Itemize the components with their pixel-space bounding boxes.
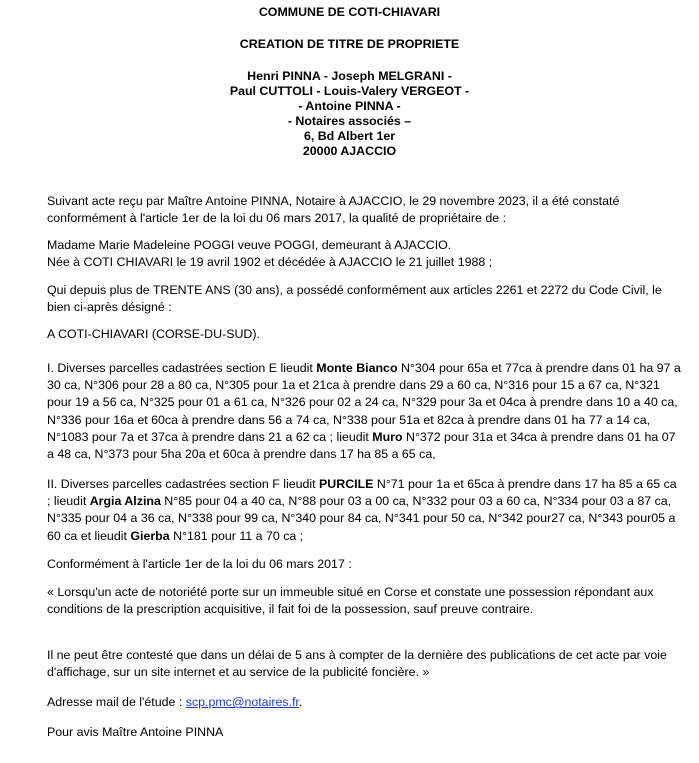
- lieudit-purcile: PURCILE: [319, 477, 374, 491]
- lieudit-argia-alzina: Argia Alzina: [89, 494, 161, 509]
- owner-birth-death: Née à COTI CHIAVARI le 19 avril 1902 et décédée à AJACCIO le 21 juillet 1988 ;: [47, 255, 493, 270]
- notaries-line-3: - Antoine PINNA -: [298, 99, 401, 113]
- email-end: .: [298, 695, 303, 709]
- address-line-1: 6, Bd Albert 1er: [303, 129, 396, 143]
- possession-paragraph: Qui depuis plus de TRENTE ANS (30 ans), a possédé conformément aux articles 2261 et 2272 du Code Civil, le bien ci-après désigné :: [47, 283, 662, 315]
- notaries-line-1: Henri PINNA - Joseph MELGRANI -: [247, 69, 452, 83]
- email-label: Adresse mail de l'étude :: [47, 695, 186, 709]
- law-quote-1: « Lorsqu'un acte de notoriété porte sur un immeuble situé en Corse et constate une possession répondant aux conditions de la prescription acquisitive, il fait foi de la possession, sauf preuve contraire.: [47, 585, 654, 617]
- parcels-section-f: [47, 476, 683, 545]
- deed-paragraph: Suivant acte reçu par Maître Antoine PINNA, Notaire à AJACCIO, le 29 novembre 2023, il a été constaté conformément à l'article 1er de la loi du 06 mars 2017, la qualité de propriétaire de :: [47, 194, 620, 226]
- section-f-text-3: N°85 pour 04 a 40 ca, N°88 pour 03 a 00 ca, N°332 pour 03 a 60 ca, N°334 pour 03 a 87 ca, N°335 pour 04 a 36 ca, N°338 pour 99 ca, N°340 pour 84 ca, N°341 pour 50 ca, N°342 pour27 ca, N°343 pour05 a 60 ca et lieudit: [47, 494, 676, 543]
- parcels-section-e: [47, 360, 683, 463]
- law-quote-2: Il ne peut être contesté que dans un délai de 5 ans à compter de la dernière des publications de cet acte par voie d'affichage, sur un site internet et au service de la publicité foncière. »: [47, 648, 667, 680]
- email-line: [47, 694, 683, 711]
- address-line-2: 20000 AJACCIO: [302, 144, 397, 158]
- owner-name: Madame Marie Madeleine POGGI veuve POGGI, demeurant à AJACCIO.: [47, 238, 452, 252]
- section-f-text-4: N°181 pour 11 a 70 ca ;: [169, 528, 304, 543]
- notaries-line-2: Paul CUTTOLI - Louis-Valery VERGEOT -: [229, 84, 470, 98]
- commune-title: COMMUNE DE COTI-CHIAVARI: [258, 5, 441, 19]
- section-e-text-2: N°304 pour 65a et 77ca à prendre dans 01 ha 97 a 30 ca, N°306 pour 28 a 80 ca, N°305 pour 1a et 21ca à prendre dans 29 a 60 ca, N°316 pour 15 a 67 ca, N°321 pour 19 a 56 ca, N°325 pour 01 a 61 ca, N°326 pour 02 a 24 ca, N°329 pour 3a et 04ca à prendre dans 10 a 40 ca, N°336 pour 16a et 60ca à prendre dans 56 a 74 ca, N°338 pour 51a et 82ca à prendre dans 01 ha 77 a 14 ca, N°1083 pour 7a et 37ca à prendre dans 21 a 62 ca ; lieudit: [47, 361, 681, 444]
- location-paragraph: A COTI-CHIAVARI (CORSE-DU-SUD).: [47, 327, 260, 341]
- section-f-text-1: II. Diverses parcelles cadastrées section F lieudit: [47, 477, 320, 491]
- lieudit-gierba: Gierba: [130, 528, 170, 543]
- section-e-text-3: N°372 pour 31a et 34ca à prendre dans 01 ha 07 a 48 ca, N°373 pour 5ha 20a et 60ca à prendre dans 17 ha 85 a 65 ca,: [47, 429, 676, 462]
- notaries-line-4: - Notaires associés –: [287, 114, 412, 128]
- section-e-text-1: I. Diverses parcelles cadastrées section E lieudit: [47, 361, 317, 375]
- lieudit-monte-bianco: Monte Bianco: [316, 361, 398, 375]
- document-header: [0, 5, 699, 159]
- document-title: CREATION DE TITRE DE PROPRIETE: [239, 37, 460, 51]
- lieudit-muro: Muro: [372, 429, 403, 444]
- closing-line: Pour avis Maître Antoine PINNA: [47, 725, 224, 739]
- law-reference: Conformément à l'article 1er de la loi du 06 mars 2017 :: [47, 557, 352, 571]
- section-f-text-2: N°71 pour 1a et 65ca à prendre dans 17 ha 85 a 65 ca ; lieudit: [47, 477, 677, 509]
- email-link[interactable]: scp.pmc@notaires.fr: [185, 695, 299, 709]
- owner-paragraph: [47, 237, 683, 271]
